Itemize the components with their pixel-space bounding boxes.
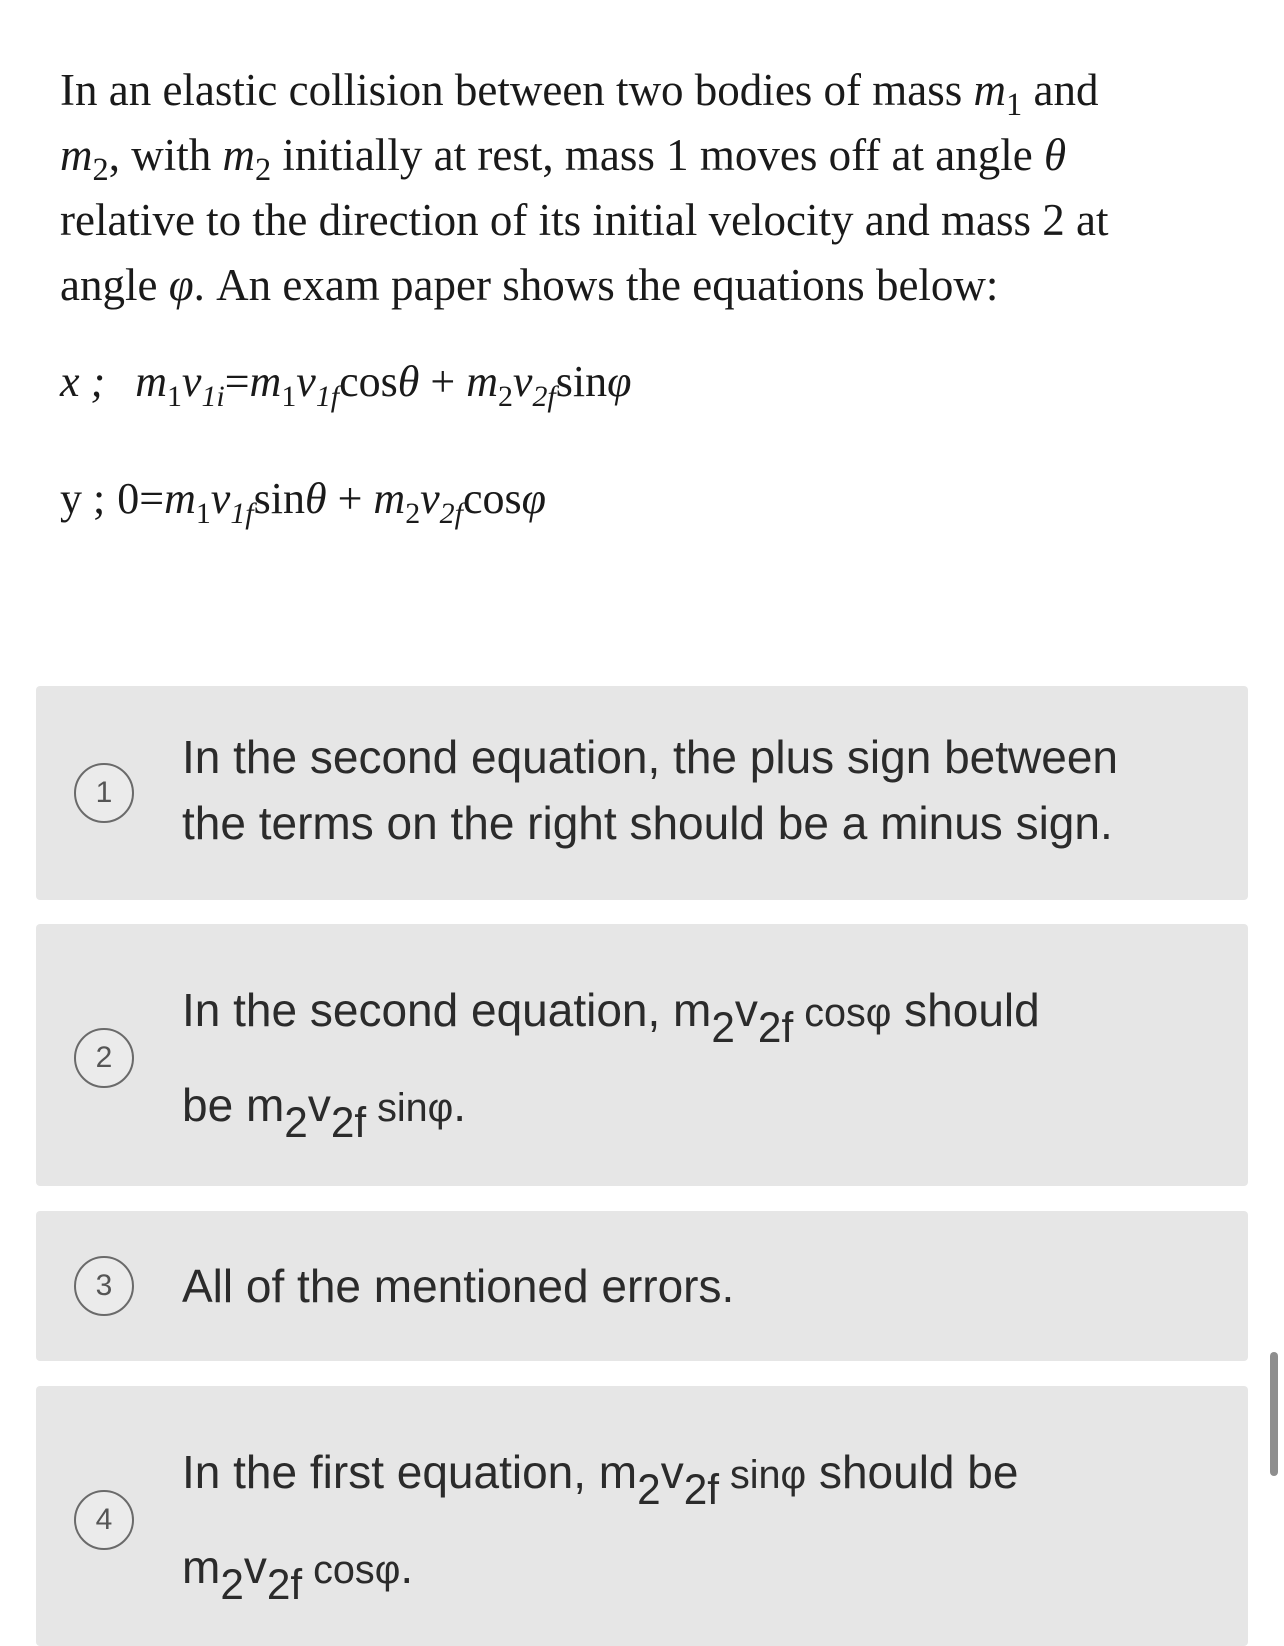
question-line-3: relative to the direction of its initial velocity and mass 2 at: [60, 195, 1109, 245]
equation-x: x ; $m_1v_{1i}=m_1v_{1f}\cos\theta + m_2v_{2f}\sin\varphi$: [60, 357, 632, 413]
question-line-2: $m_2$, with $m_2$ initially at rest, mass 1 moves off at angle θ: [60, 130, 1067, 189]
option-text: In the first equation, $m_2v_{2f}$ sinφ should be $m_2v_{2f}$ cosφ.: [182, 1446, 1019, 1609]
equation-y: y ; $0=m_1v_{1f}\sin\theta + m_2v_{2f}\cos\varphi$: [60, 474, 546, 530]
answer-option-2[interactable]: [36, 924, 1248, 1186]
question-text: [60, 58, 1220, 318]
vertical-scrollbar[interactable]: [1270, 1352, 1278, 1476]
equation-y-label: y ;: [60, 474, 106, 523]
option-number-badge[interactable]: 1: [74, 763, 134, 823]
option-text: In the second equation, $m_2v_{2f}$ cosφ should be $m_2v_{2f}$ sinφ.: [182, 984, 1040, 1147]
option-number-badge[interactable]: 4: [74, 1490, 134, 1550]
question-line-4: angle φ. An exam paper shows the equations below:: [60, 260, 999, 310]
equation-x-label: x ;: [60, 357, 106, 406]
answer-option-3[interactable]: [36, 1211, 1248, 1361]
answer-option-4[interactable]: [36, 1386, 1248, 1646]
option-text: All of the mentioned errors.: [182, 1260, 735, 1312]
option-text: In the second equation, the plus sign between the terms on the right should be a minus sign.: [182, 731, 1119, 849]
question-line-1: In an elastic collision between two bodies of mass $m_1$ and: [60, 65, 1099, 124]
option-number-badge[interactable]: 2: [74, 1028, 134, 1088]
answer-option-1[interactable]: [36, 686, 1248, 900]
option-number-badge[interactable]: 3: [74, 1256, 134, 1316]
